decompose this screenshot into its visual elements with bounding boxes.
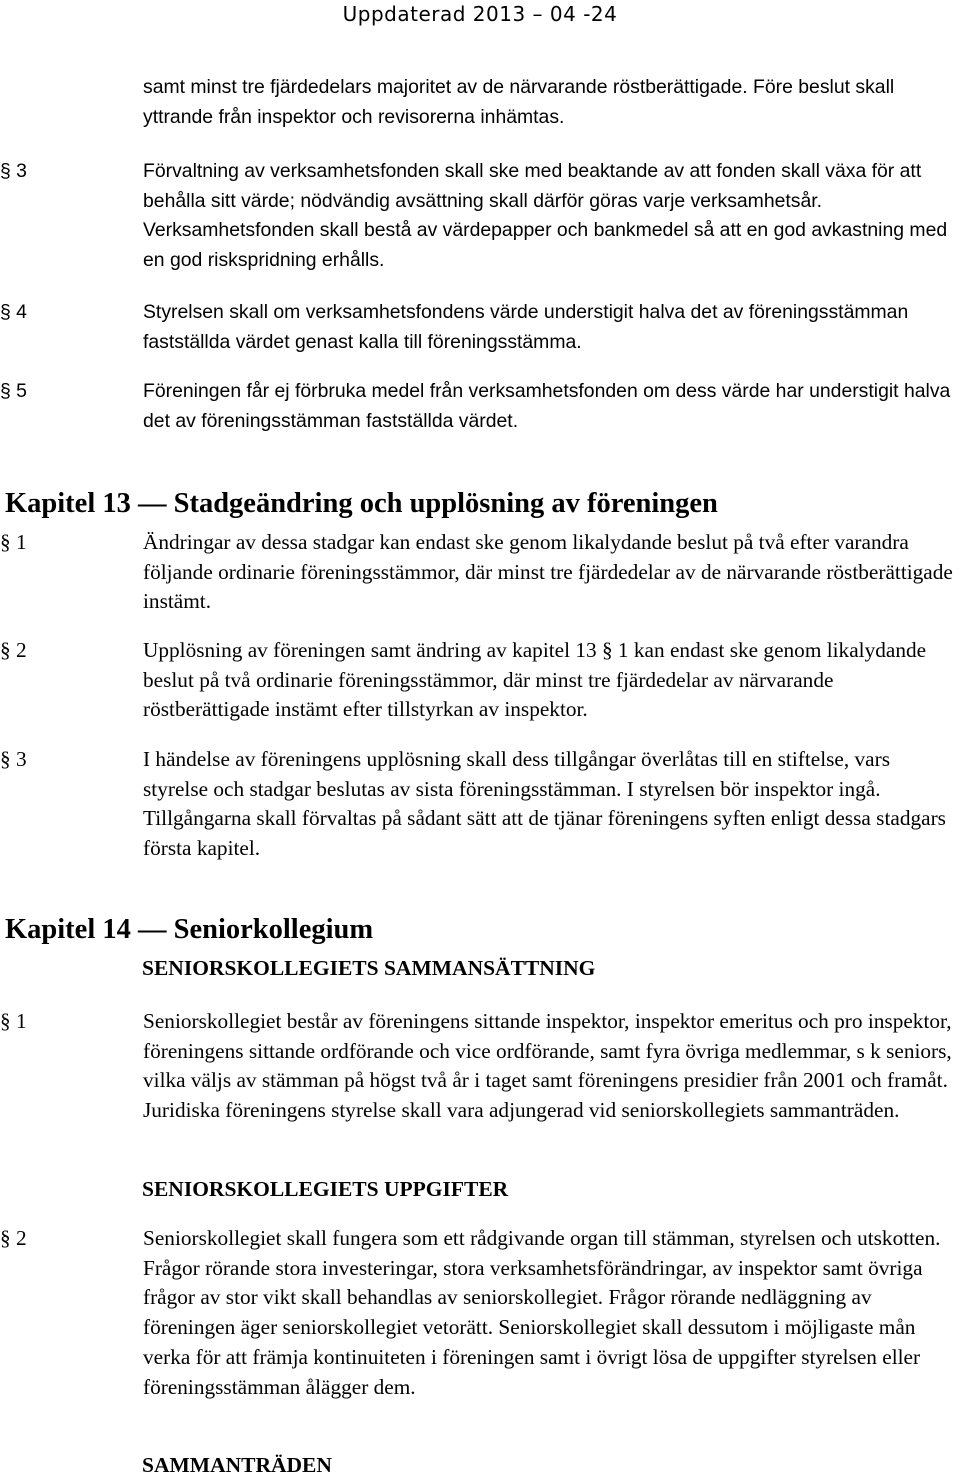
paragraph-text: Upplösning av föreningen samt ändring av kapitel 13 § 1 kan endast ske genom likalydande beslut på två ordinarie föreningsstämmor, där minst tre fjärdedelar av närvarande röstberättigade instämt efter tillstyrkan av inspektor.	[143, 638, 927, 722]
paragraph-number: § 1	[0, 530, 27, 554]
chapter-13-heading: Kapitel 13 — Stadgeändring och upplösning av föreningen	[5, 488, 718, 519]
paragraph-number: § 5	[0, 380, 27, 402]
paragraph-number: § 3	[0, 160, 27, 182]
paragraph-number: § 1	[0, 1009, 27, 1033]
paragraph-text: Seniorskollegiet skall fungera som ett rådgivande organ till stämman, styrelsen och utskotten. Frågor rörande stora investeringar, stora verksamhetsförändringar, av inspektor samt övriga frågor av stor vikt skall behandlas av seniorskollegiet. Frågor rörande nedläggning av föreningen äger seniorskollegiet vetorätt. Seniorskollegiet skall dessutom i möjligaste mån verka för att främja kontinuiteten i föreningen samt i övrigt lösa de uppgifter styrelsen eller föreningsstämman ålägger dem.	[143, 1226, 941, 1399]
paragraph-text: samt minst tre fjärdedelars majoritet av de närvarande röstberättigade. Före beslut skall yttrande från inspektor och revisorerna inhämtas.	[143, 76, 895, 128]
paragraph-text: Förvaltning av verksamhetsfonden skall ske med beaktande av att fonden skall växa för att behålla sitt värde; nödvändig avsättning skall därför göras varje verksamhetsår. Verksamhetsfonden skall bestå av värdepapper och bankmedel så att en god avkastning med en god riskspridning erhålls.	[143, 160, 948, 271]
chapter-14-heading: Kapitel 14 — Seniorkollegium	[5, 914, 374, 945]
paragraph-text: Ändringar av dessa stadgar kan endast ske genom likalydande beslut på två efter varandra följande ordinarie föreningsstämmor, där minst tre fjärdedelar av de närvarande röstberättigade instämt.	[143, 530, 953, 614]
paragraph-text: Styrelsen skall om verksamhetsfondens värde understigit halva det av föreningsstämman fastställda värdet genast kalla till föreningsstämma.	[143, 301, 909, 353]
paragraph-text: Föreningen får ej förbruka medel från verksamhetsfonden om dess värde har understigit halva det av föreningsstämman fastställda värdet.	[143, 380, 951, 432]
paragraph-number: § 4	[0, 301, 27, 323]
paragraph-number: § 2	[0, 638, 27, 662]
paragraph-number: § 2	[0, 1226, 27, 1250]
subheading-meetings: SAMMANTRÄDEN	[142, 1453, 332, 1477]
subheading-tasks: SENIORSKOLLEGIETS UPPGIFTER	[142, 1177, 509, 1201]
paragraph-text: Seniorskollegiet består av föreningens sittande inspektor, inspektor emeritus och pro inspektor, föreningens sittande ordförande och vice ordförande, samt fyra övriga medlemmar, s k seniors, vilka väljs av stämman på högst två år i taget samt föreningens presidier från 2001 och framåt. Juridiska föreningens styrelse skall vara adjungerad vid seniorskollegiets sammanträden.	[143, 1009, 952, 1123]
page-header-updated: Uppdaterad 2013 – 04 -24	[342, 2, 618, 26]
paragraph-text: I händelse av föreningens upplösning skall dess tillgångar överlåtas till en stiftelse, vars styrelse och stadgar beslutas av sista föreningsstämman. I styrelsen bör inspektor ingå. Tillgångarna skall förvaltas på sådant sätt att de tjänar föreningens syften enligt dessa stadgars första kapitel.	[143, 747, 946, 861]
subheading-composition: SENIORSKOLLEGIETS SAMMANSÄTTNING	[142, 956, 596, 980]
paragraph-number: § 3	[0, 747, 27, 771]
